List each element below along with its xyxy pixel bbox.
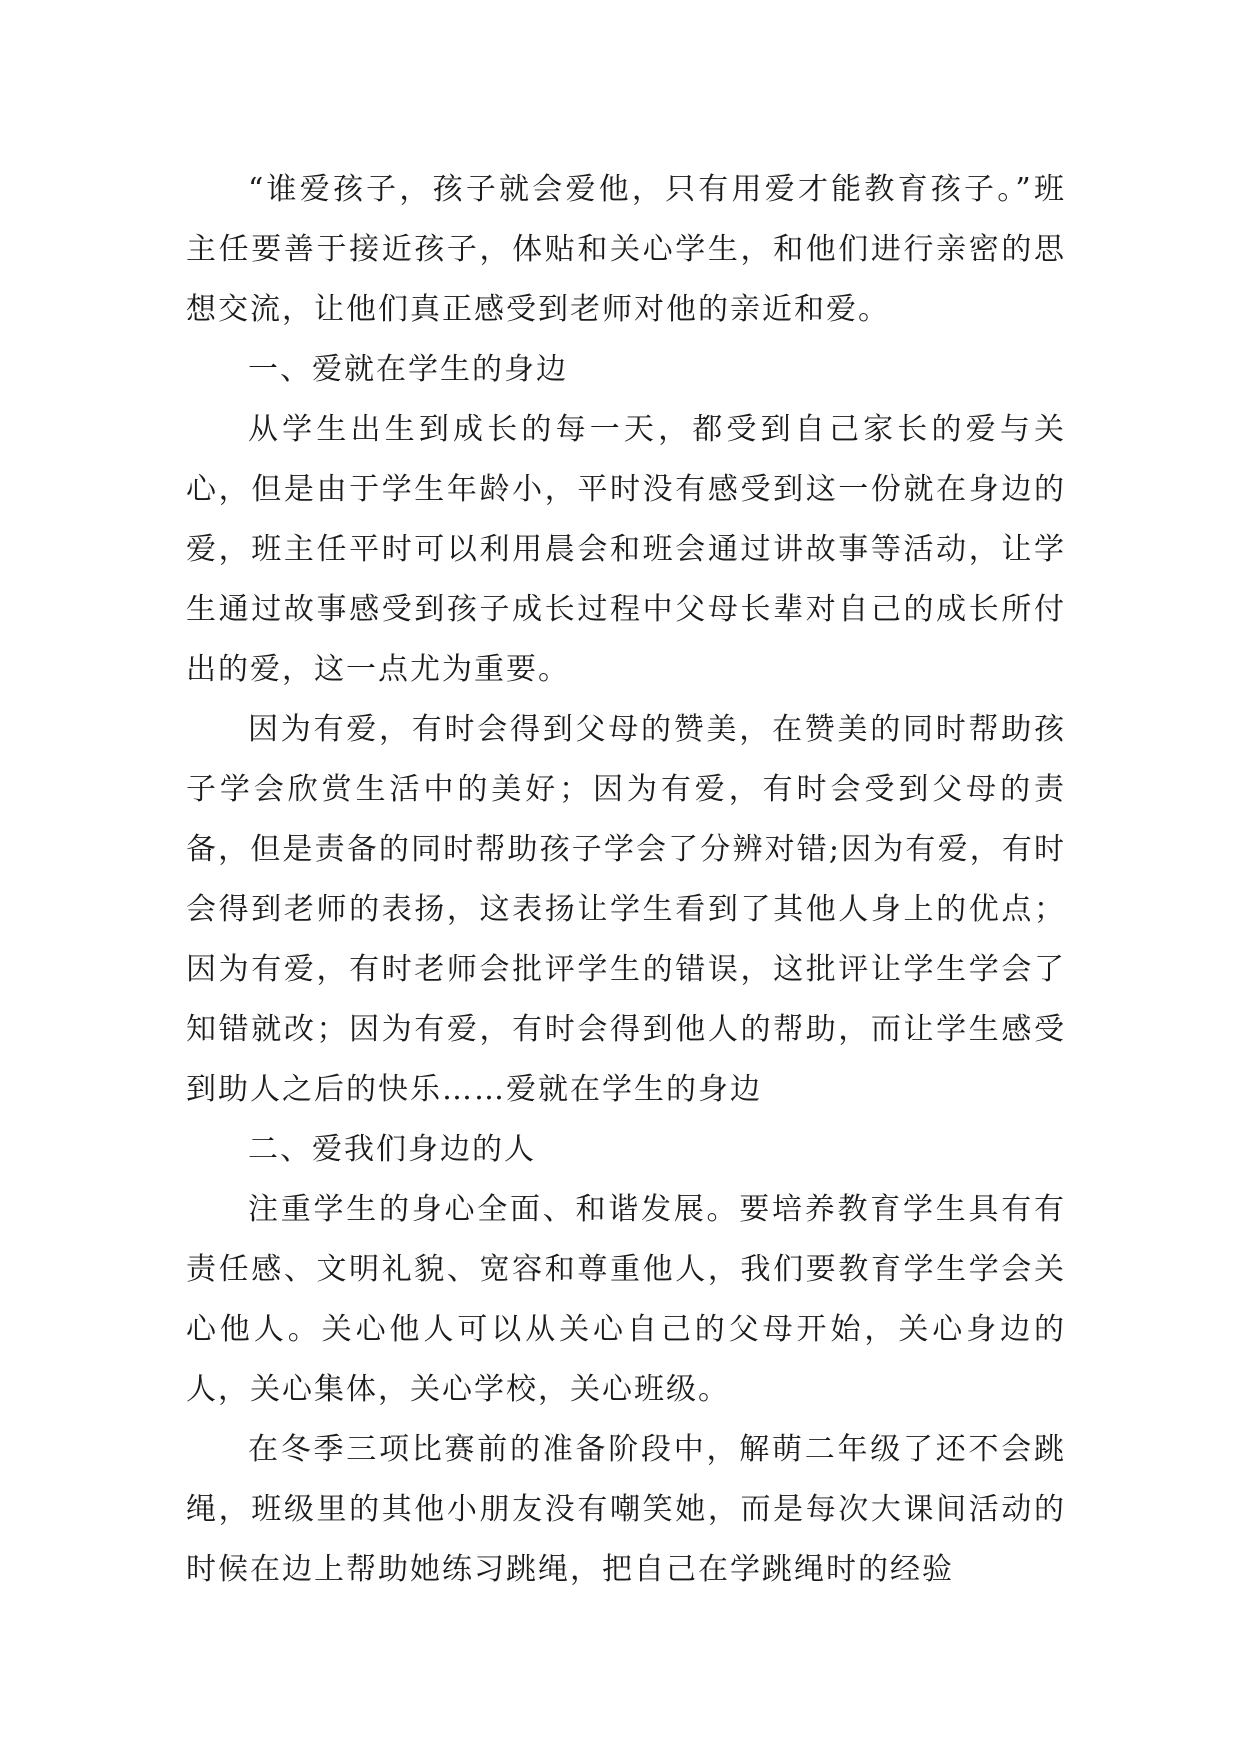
paragraph-care-others: 注重学生的身心全面、和谐发展。要培养教育学生具有有责任感、文明礼貌、宽容和尊重他人，我们要教育学生学会关心他人。关心他人可以从关心自己的父母开始，关心身边的人，关心集体，关心学校，关心班级。 (186, 1192, 1066, 1407)
paragraph-jump-rope: 在冬季三项比赛前的准备阶段中，解萌二年级了还不会跳绳，班级里的其他小朋友没有嘲笑她，而是每次大课间活动的时候在边上帮助她练习跳绳，把自己在学跳绳时的经验 (186, 1432, 1066, 1587)
paragraph-intro: “谁爱孩子，孩子就会爱他，只有用爱才能教育孩子。”班主任要善于接近孩子，体贴和关心学生，和他们进行亲密的思想交流，让他们真正感受到老师对他的亲近和爱。 (186, 172, 1066, 327)
paragraph-growth-love: 从学生出生到成长的每一天，都受到自己家长的爱与关心，但是由于学生年龄小，平时没有感受到这一份就在身边的爱，班主任平时可以利用晨会和班会通过讲故事等活动，让学生通过故事感受到孩子成长过程中父母长辈对自己的成长所付出的爱，这一点尤为重要。 (186, 412, 1066, 687)
document-body (186, 160, 1066, 1600)
paragraph-because-of-love: 因为有爱，有时会得到父母的赞美，在赞美的同时帮助孩子学会欣赏生活中的美好；因为有爱，有时会受到父母的责备，但是责备的同时帮助孩子学会了分辨对错;因为有爱，有时会得到老师的表扬，这表扬让学生看到了其他人身上的优点；因为有爱，有时老师会批评学生的错误，这批评让学生学会了知错就改；因为有爱，有时会得到他人的帮助，而让学生感受到助人之后的快乐……爱就在学生的身边 (186, 712, 1066, 1107)
section-heading-1: 一、爱就在学生的身边 (248, 352, 568, 387)
section-heading-2: 二、爱我们身边的人 (248, 1132, 536, 1167)
